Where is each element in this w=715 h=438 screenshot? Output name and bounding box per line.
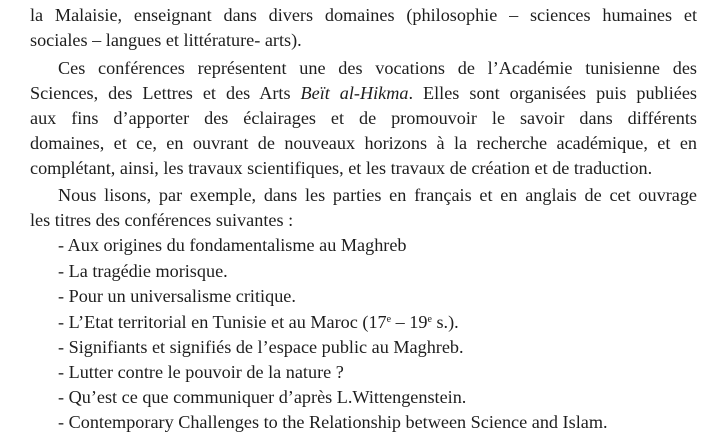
text-span: s.). — [431, 312, 459, 332]
text-line: Ces conférences représentent une des vocations de l’Académie tunisienne des — [58, 58, 697, 78]
text-line: aux fins d’apporter des éclairages et de promouvoir le savoir dans différents — [30, 108, 697, 128]
list-item: - Signifiants et signifiés de l’espace public au Maghreb. — [58, 337, 464, 357]
text-line: complétant, ainsi, les travaux scientifiques, et les travaux de création et de traduction. — [30, 158, 653, 178]
italic-title: Beït al-Hikma — [300, 83, 409, 103]
text-line: Nous lisons, par exemple, dans les parties en français et en anglais de cet ouvrage — [58, 185, 697, 205]
text-span: - L’Etat territorial en Tunisie et au Maroc (17 — [58, 312, 387, 332]
list-item — [58, 310, 459, 335]
text-line: la Malaisie, enseignant dans divers domaines (philosophie – sciences humaines et — [30, 5, 697, 25]
text-span: Sciences, des Lettres et des Arts — [30, 83, 301, 103]
text-span: – 19 — [391, 312, 428, 332]
superscript: e — [386, 314, 392, 325]
superscript: e — [427, 314, 432, 325]
text-line: sociales – langues et littérature- arts). — [30, 30, 302, 50]
list-item: - Aux origines du fondamentalisme au Maghreb — [58, 235, 407, 255]
text-span: . Elles sont organisées puis publiées — [408, 83, 697, 103]
list-item: - Qu’est ce que communiquer d’après L.Wittengenstein. — [58, 387, 467, 407]
list-item: - La tragédie morisque. — [58, 261, 228, 281]
list-item: - Pour un universalisme critique. — [58, 286, 296, 306]
text-line: domaines, et ce, en ouvrant de nouveaux horizons à la recherche académique, et en — [30, 133, 697, 153]
list-item: - Lutter contre le pouvoir de la nature ? — [58, 362, 344, 382]
text-line — [30, 81, 697, 106]
list-item: - Contemporary Challenges to the Relationship between Science and Islam. — [58, 412, 608, 432]
text-line: les titres des conférences suivantes : — [30, 210, 294, 230]
